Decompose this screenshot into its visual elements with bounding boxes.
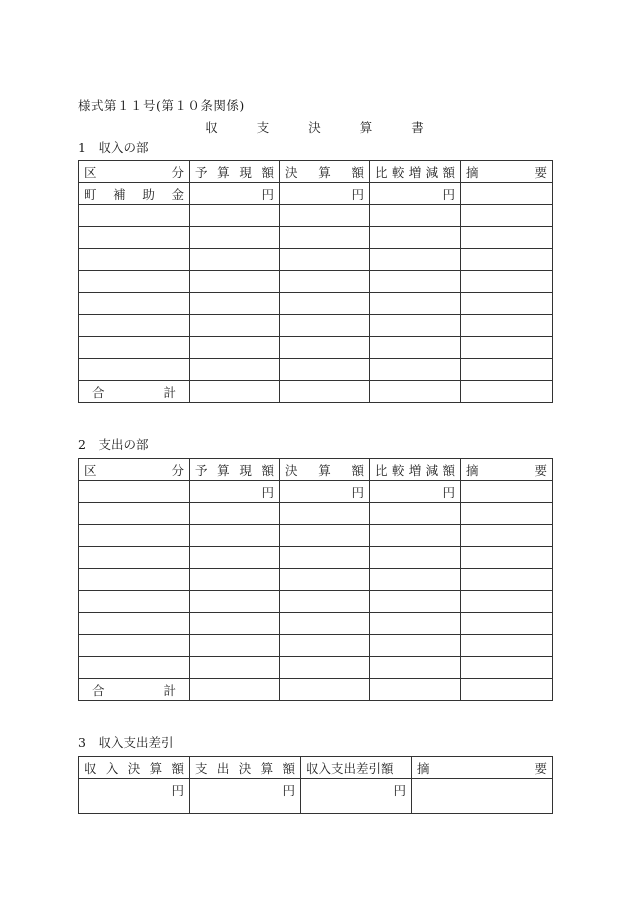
blank-cell[interactable] — [280, 591, 370, 613]
remarks-cell[interactable] — [412, 779, 553, 814]
yen-cell[interactable]: 円 — [301, 779, 412, 814]
blank-cell[interactable] — [79, 359, 190, 381]
table-row — [79, 525, 553, 547]
blank-cell[interactable] — [280, 337, 370, 359]
blank-cell[interactable] — [370, 569, 461, 591]
income-header-row — [79, 161, 553, 183]
table-row — [79, 547, 553, 569]
blank-cell[interactable] — [280, 381, 370, 403]
yen-cell[interactable]: 円 — [370, 183, 461, 205]
yen-cell[interactable]: 円 — [190, 183, 280, 205]
table-row — [79, 183, 553, 205]
blank-cell[interactable] — [79, 293, 190, 315]
blank-cell[interactable] — [190, 249, 280, 271]
header-settlement: 決 算 額 — [280, 459, 370, 481]
total-row — [79, 381, 553, 403]
blank-cell[interactable] — [79, 503, 190, 525]
blank-cell[interactable] — [280, 249, 370, 271]
header-remarks: 摘 要 — [412, 757, 553, 779]
blank-cell[interactable] — [79, 635, 190, 657]
blank-cell[interactable] — [461, 359, 553, 381]
header-difference: 収入支出差引額 — [301, 757, 412, 779]
balance-header-row — [79, 757, 553, 779]
title-char: 決 — [308, 120, 322, 135]
blank-cell[interactable] — [190, 359, 280, 381]
blank-cell[interactable] — [190, 525, 280, 547]
blank-cell[interactable] — [280, 613, 370, 635]
header-category: 区 分 — [79, 161, 190, 183]
blank-cell[interactable] — [190, 569, 280, 591]
header-remarks: 摘 要 — [461, 459, 553, 481]
blank-cell[interactable] — [461, 337, 553, 359]
blank-cell[interactable] — [190, 657, 280, 679]
table-row — [79, 569, 553, 591]
blank-cell[interactable] — [370, 381, 461, 403]
table-row — [79, 227, 553, 249]
table-row — [79, 635, 553, 657]
blank-cell[interactable] — [461, 525, 553, 547]
blank-cell[interactable] — [370, 679, 461, 701]
blank-cell[interactable] — [370, 613, 461, 635]
blank-cell[interactable] — [370, 315, 461, 337]
table-row — [79, 271, 553, 293]
table-row — [79, 337, 553, 359]
expense-section-title: 2 支出の部 — [78, 437, 149, 452]
blank-cell[interactable] — [461, 547, 553, 569]
blank-cell[interactable] — [370, 635, 461, 657]
blank-cell[interactable] — [79, 227, 190, 249]
blank-cell[interactable] — [461, 227, 553, 249]
income-table — [78, 160, 553, 403]
blank-cell[interactable] — [370, 205, 461, 227]
blank-cell[interactable] — [190, 613, 280, 635]
blank-cell[interactable] — [79, 657, 190, 679]
table-row — [79, 657, 553, 679]
table-row — [79, 249, 553, 271]
blank-cell[interactable] — [370, 227, 461, 249]
blank-cell[interactable] — [79, 591, 190, 613]
blank-cell[interactable] — [461, 271, 553, 293]
header-expense-total: 支 出 決 算 額 — [190, 757, 301, 779]
yen-cell[interactable]: 円 — [190, 481, 280, 503]
blank-cell[interactable] — [190, 315, 280, 337]
blank-cell[interactable] — [280, 657, 370, 679]
blank-cell[interactable] — [280, 271, 370, 293]
blank-cell[interactable] — [461, 657, 553, 679]
table-row — [79, 293, 553, 315]
blank-cell[interactable] — [461, 315, 553, 337]
table-row — [79, 503, 553, 525]
blank-cell[interactable] — [370, 547, 461, 569]
total-label: 合 計 — [79, 679, 190, 701]
blank-cell[interactable] — [280, 293, 370, 315]
blank-cell[interactable] — [79, 525, 190, 547]
blank-cell[interactable] — [190, 547, 280, 569]
blank-cell[interactable] — [280, 525, 370, 547]
blank-cell[interactable] — [190, 635, 280, 657]
blank-cell[interactable] — [280, 359, 370, 381]
remarks-cell[interactable] — [461, 481, 553, 503]
blank-cell[interactable] — [79, 613, 190, 635]
blank-cell[interactable] — [370, 359, 461, 381]
yen-cell[interactable]: 円 — [190, 779, 301, 814]
blank-cell[interactable] — [79, 271, 190, 293]
blank-cell[interactable] — [461, 591, 553, 613]
blank-cell[interactable] — [280, 547, 370, 569]
balance-section-title: 3 収入支出差引 — [78, 735, 174, 750]
table-row — [79, 481, 553, 503]
table-row — [79, 591, 553, 613]
blank-cell[interactable] — [190, 271, 280, 293]
blank-cell[interactable] — [79, 547, 190, 569]
yen-cell[interactable]: 円 — [280, 481, 370, 503]
blank-cell[interactable] — [370, 293, 461, 315]
blank-cell[interactable] — [280, 679, 370, 701]
blank-cell[interactable] — [461, 293, 553, 315]
yen-cell[interactable]: 円 — [79, 779, 190, 814]
blank-cell[interactable] — [280, 315, 370, 337]
row-label-town-subsidy: 町 補 助 金 — [79, 183, 190, 205]
header-diff: 比 較 増 減 額 — [370, 161, 461, 183]
table-row — [79, 359, 553, 381]
blank-cell[interactable] — [370, 337, 461, 359]
blank-cell[interactable] — [370, 591, 461, 613]
title-char: 支 — [256, 120, 271, 135]
header-remarks: 摘 要 — [461, 161, 553, 183]
blank-cell[interactable] — [461, 679, 553, 701]
blank-cell[interactable] — [461, 205, 553, 227]
blank-cell[interactable] — [79, 249, 190, 271]
document-title — [0, 118, 630, 136]
expense-header-row — [79, 459, 553, 481]
income-section-title: 1 収入の部 — [78, 140, 149, 155]
blank-cell[interactable] — [79, 481, 190, 503]
form-number: 様式第１１号(第１０条関係) — [78, 98, 245, 113]
blank-cell[interactable] — [190, 227, 280, 249]
title-char: 収 — [205, 120, 219, 135]
blank-cell[interactable] — [370, 525, 461, 547]
blank-cell[interactable] — [461, 635, 553, 657]
header-category: 区 分 — [79, 459, 190, 481]
blank-cell[interactable] — [461, 381, 553, 403]
header-budget: 予 算 現 額 — [190, 459, 280, 481]
title-char: 書 — [411, 120, 425, 135]
blank-cell[interactable] — [190, 381, 280, 403]
blank-cell[interactable] — [370, 271, 461, 293]
table-row — [79, 315, 553, 337]
blank-cell[interactable] — [79, 315, 190, 337]
blank-cell[interactable] — [190, 293, 280, 315]
expense-table — [78, 458, 553, 701]
blank-cell[interactable] — [280, 227, 370, 249]
total-row — [79, 679, 553, 701]
total-label: 合 計 — [79, 381, 190, 403]
blank-cell[interactable] — [280, 205, 370, 227]
blank-cell[interactable] — [370, 503, 461, 525]
table-row — [79, 613, 553, 635]
blank-cell[interactable] — [370, 657, 461, 679]
blank-cell[interactable] — [280, 569, 370, 591]
blank-cell[interactable] — [280, 503, 370, 525]
blank-cell[interactable] — [190, 337, 280, 359]
header-settlement: 決 算 額 — [280, 161, 370, 183]
blank-cell[interactable] — [79, 337, 190, 359]
blank-cell[interactable] — [190, 591, 280, 613]
remarks-cell[interactable] — [461, 183, 553, 205]
blank-cell[interactable] — [190, 503, 280, 525]
yen-cell[interactable]: 円 — [280, 183, 370, 205]
blank-cell[interactable] — [370, 249, 461, 271]
table-row — [79, 779, 553, 814]
blank-cell[interactable] — [461, 613, 553, 635]
header-budget: 予 算 現 額 — [190, 161, 280, 183]
blank-cell[interactable] — [280, 635, 370, 657]
yen-cell[interactable]: 円 — [370, 481, 461, 503]
blank-cell[interactable] — [461, 569, 553, 591]
blank-cell[interactable] — [79, 569, 190, 591]
header-diff: 比 較 増 減 額 — [370, 459, 461, 481]
blank-cell[interactable] — [461, 503, 553, 525]
balance-table — [78, 756, 553, 814]
blank-cell[interactable] — [190, 679, 280, 701]
header-income-total: 収 入 決 算 額 — [79, 757, 190, 779]
table-row — [79, 205, 553, 227]
blank-cell[interactable] — [190, 205, 280, 227]
title-char: 算 — [359, 120, 374, 135]
blank-cell[interactable] — [461, 249, 553, 271]
blank-cell[interactable] — [79, 205, 190, 227]
